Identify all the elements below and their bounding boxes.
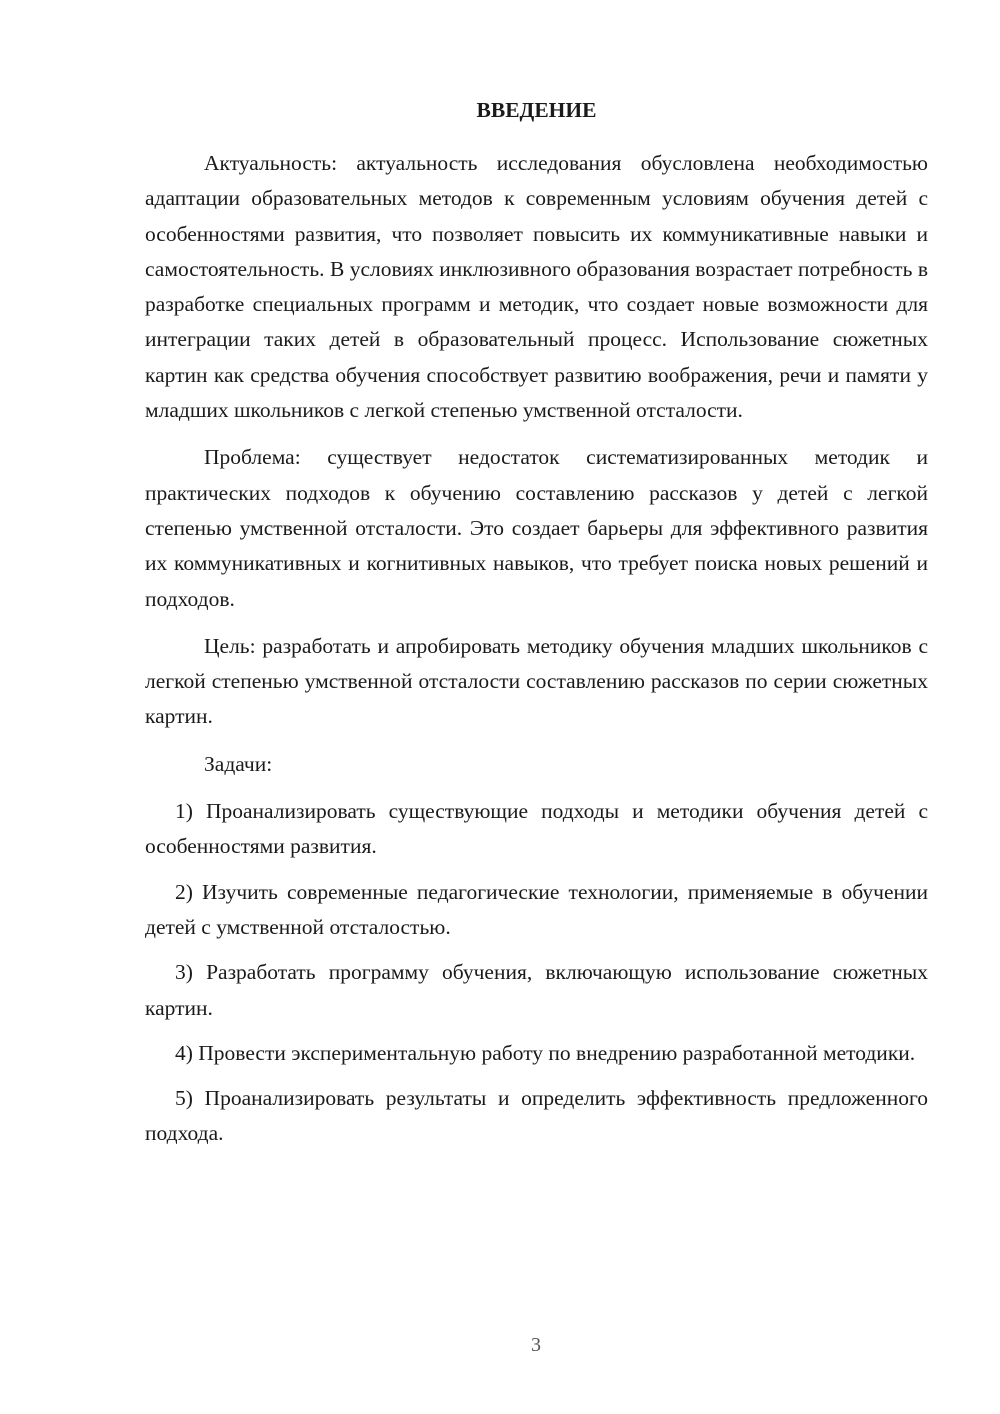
task-item-4: 4) Провести экспериментальную работу по внедрению разработанной методики. (175, 1040, 916, 1065)
paragraph-goal: Цель: разработать и апробировать методику обучения младших школьников с легкой степенью умственной отсталости составлению рассказов по серии сюжетных картин. (145, 633, 928, 729)
paragraph-relevance: Актуальность: актуальность исследования обусловлена необходимостью адаптации образовательных методов к современным условиям обучения детей с особенностями развития, что позволяет повысить их коммуникативные навыки и самостоятельность. В условиях инклюзивного образования возрастает потребность в разработке специальных программ и методик, что создает новые возможности для интеграции таких детей в образовательный процесс. Использование сюжетных картин как средства обучения способствует развитию воображения, речи и памяти у младших школьников с легкой степенью умственной отсталости. (145, 151, 928, 423)
task-item-2: 2) Изучить современные педагогические технологии, применяемые в обучении детей с умственной отсталостью. (145, 879, 928, 939)
task-item-3: 3) Разработать программу обучения, включающую использование сюжетных картин. (145, 960, 928, 1020)
paragraph-tasks-heading: Задачи: (204, 751, 273, 776)
section-title: ВВЕДЕНИЕ (476, 98, 597, 122)
task-item-1: 1) Проанализировать существующие подходы и методики обучения детей с особенностями развития. (145, 799, 928, 859)
page-number: 3 (531, 1334, 541, 1356)
task-item-5: 5) Проанализировать результаты и определить эффективность предложенного подхода. (145, 1086, 928, 1146)
paragraph-problem: Проблема: существует недостаток систематизированных методик и практических подходов к обучению составлению рассказов у детей с легкой степенью умственной отсталости. Это создает барьеры для эффективного развития их коммуникативных и когнитивных навыков, что требует поиска новых решений и подходов. (145, 445, 928, 611)
page-content (145, 92, 928, 1162)
